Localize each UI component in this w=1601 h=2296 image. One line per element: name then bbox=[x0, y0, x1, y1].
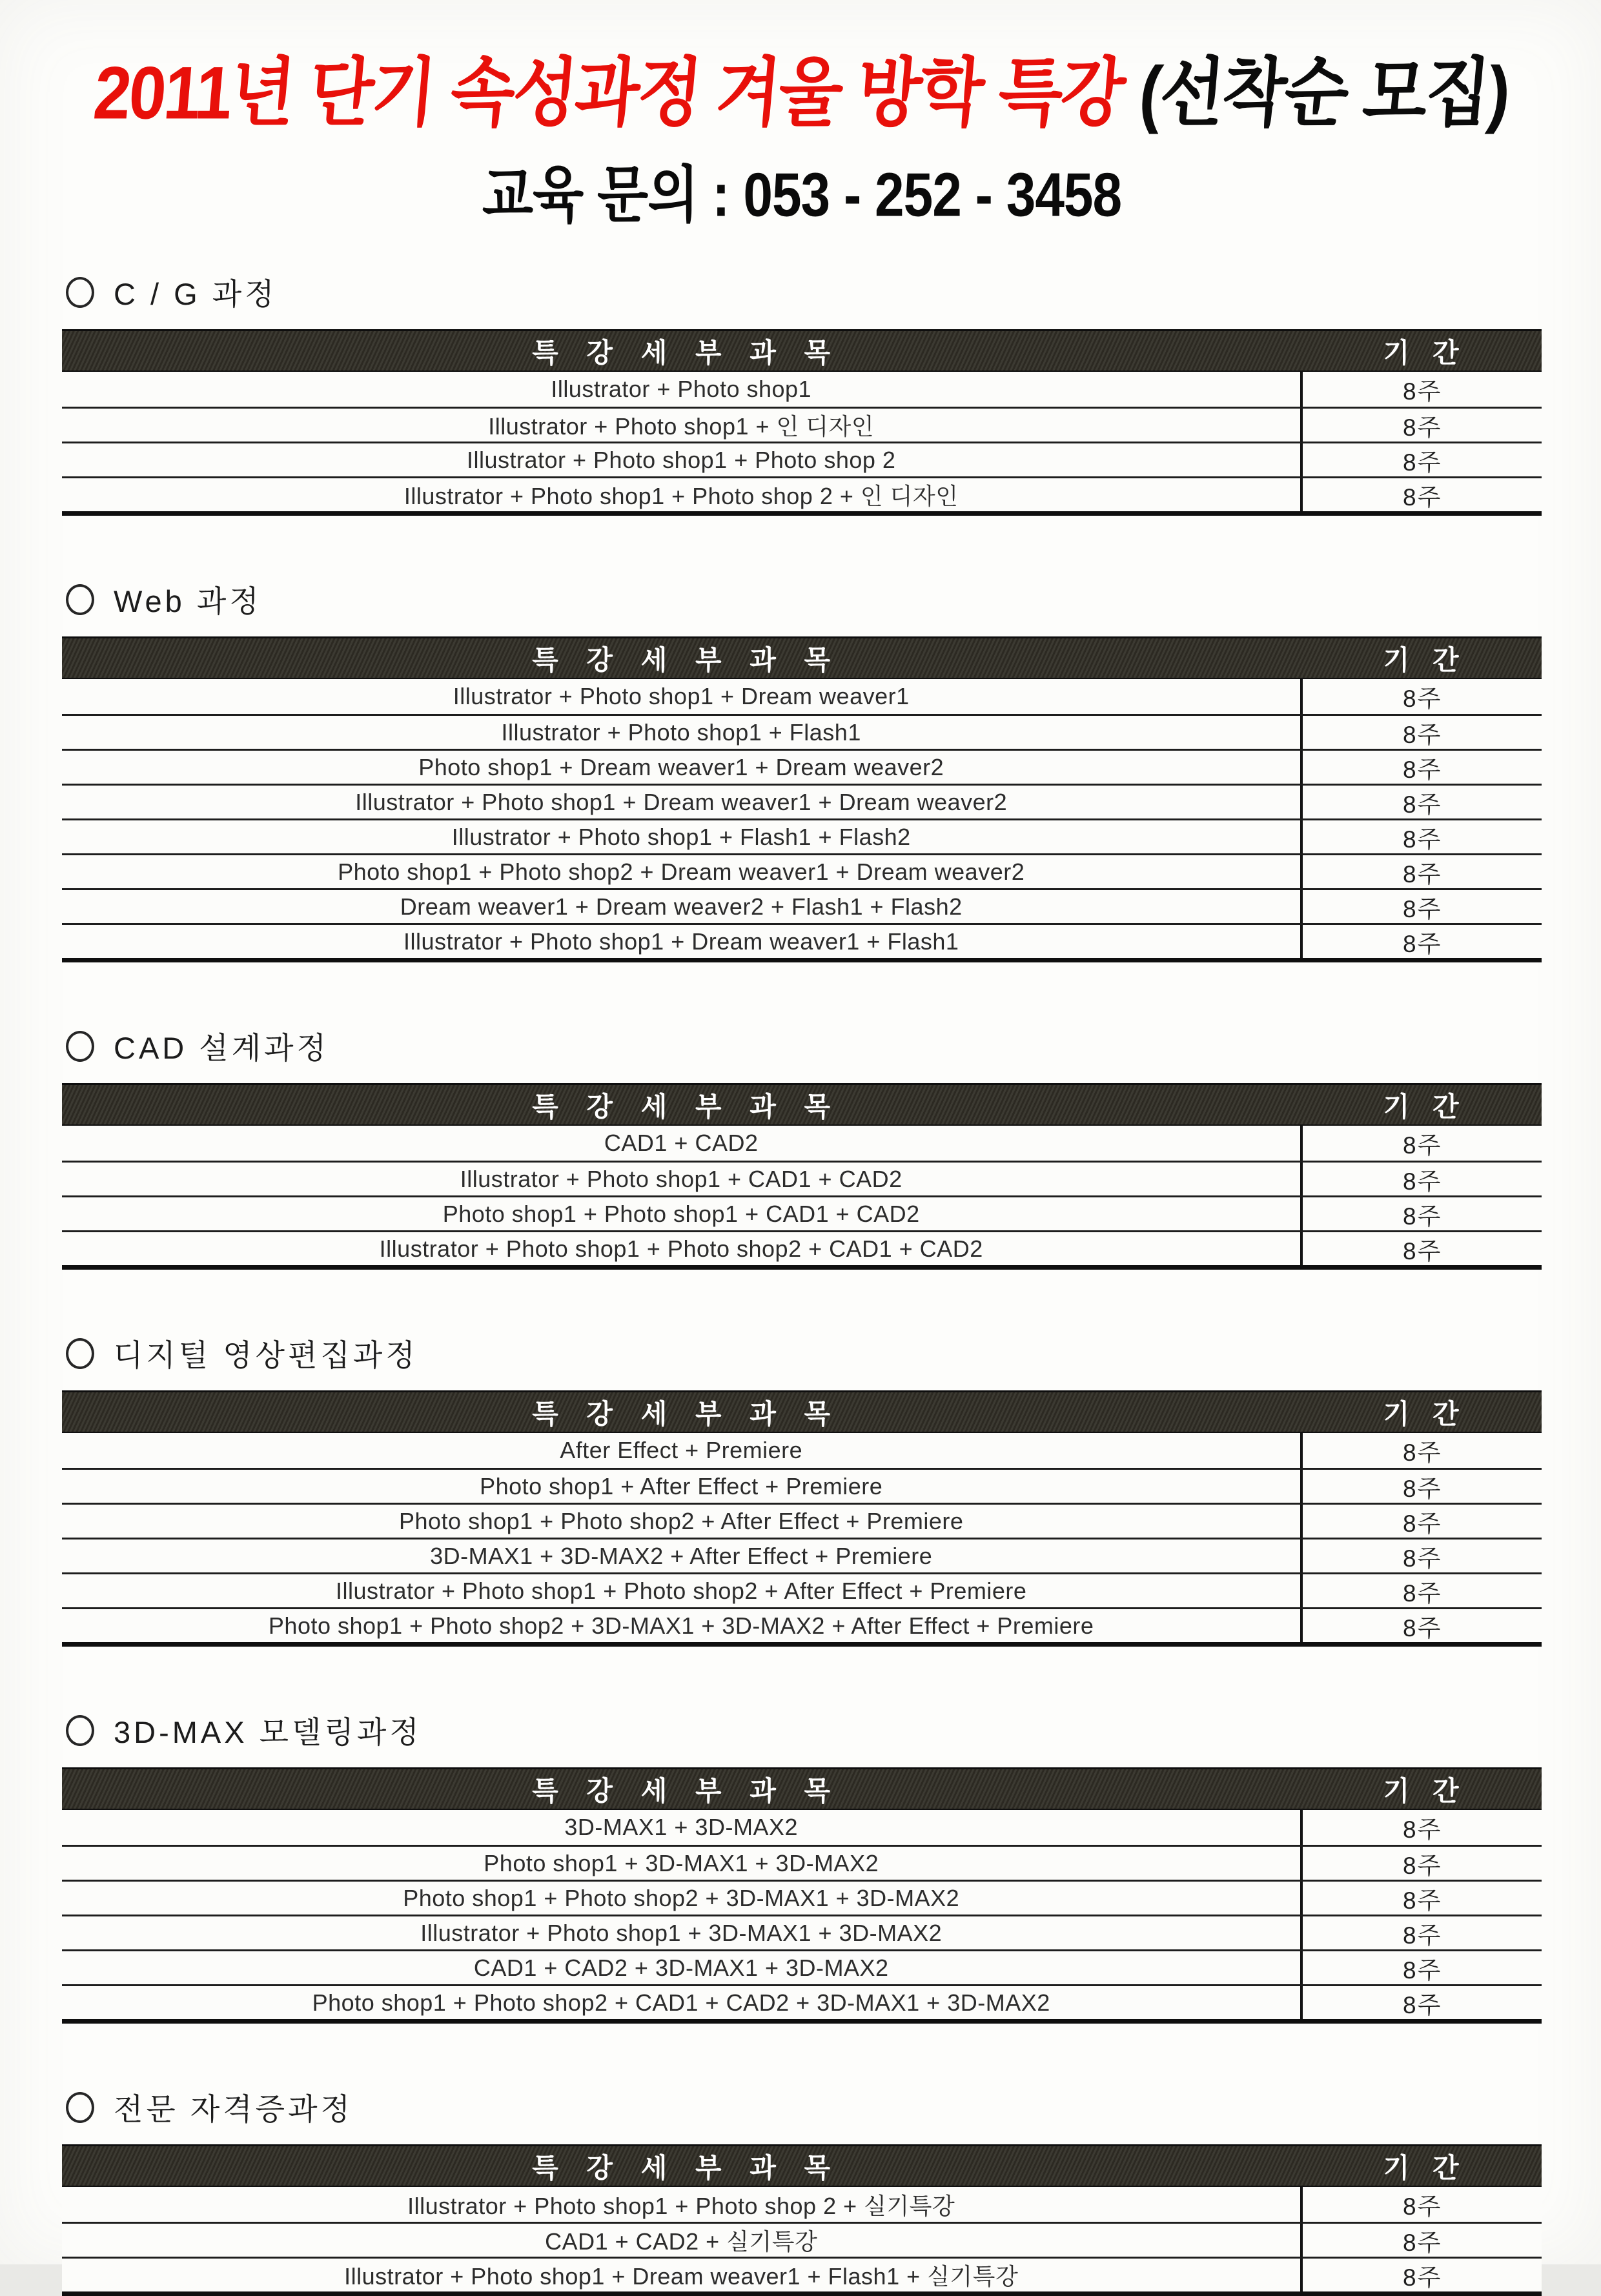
course-table bbox=[62, 1767, 1542, 2024]
row-period: 8주 bbox=[1300, 1539, 1542, 1572]
table-row bbox=[62, 476, 1542, 511]
course-table bbox=[62, 636, 1542, 962]
table-header-subject: 특 강 세 부 과 목 bbox=[532, 2152, 841, 2183]
circle-bullet-icon bbox=[66, 1338, 94, 1369]
row-period: 8주 bbox=[1300, 925, 1542, 958]
section-title bbox=[62, 1709, 1542, 1752]
row-subject: Photo shop1 + Photo shop2 + CAD1 + CAD2 + 3D-MAX1 + 3D-MAX2 bbox=[312, 1989, 1050, 2016]
section-title-label: CAD 설계과정 bbox=[114, 1031, 329, 1065]
table-header-period: 기 간 bbox=[1383, 2152, 1467, 2183]
section-title-label: 디지털 영상편집과정 bbox=[114, 1338, 418, 1372]
section-title bbox=[62, 270, 1542, 314]
table-row bbox=[62, 714, 1542, 749]
row-period: 8주 bbox=[1300, 2224, 1542, 2257]
table-body bbox=[62, 372, 1542, 511]
table-row bbox=[62, 1810, 1542, 1845]
row-subject: Illustrator + Photo shop1 + Dream weaver1 + Dream weaver2 bbox=[355, 788, 1008, 815]
row-subject: Illustrator + Photo shop1 + Photo shop 2 bbox=[466, 446, 896, 473]
row-period: 8주 bbox=[1300, 1197, 1542, 1230]
table-row bbox=[62, 749, 1542, 784]
row-subject: Photo shop1 + Photo shop2 + 3D-MAX1 + 3D-MAX2 + After Effect + Premiere bbox=[268, 1612, 1094, 1639]
table-header-row bbox=[62, 1390, 1542, 1433]
table-body bbox=[62, 1810, 1542, 2019]
circle-bullet-icon bbox=[66, 2092, 94, 2123]
row-period: 8주 bbox=[1300, 1232, 1542, 1265]
table-row bbox=[62, 407, 1542, 442]
table-header-subject: 특 강 세 부 과 목 bbox=[532, 1775, 841, 1806]
row-period: 8주 bbox=[1300, 1574, 1542, 1607]
circle-bullet-icon bbox=[66, 1715, 94, 1746]
table-row bbox=[62, 1230, 1542, 1265]
table-header-subject: 특 강 세 부 과 목 bbox=[532, 1398, 841, 1429]
section-title-label: 3D-MAX 모델링과정 bbox=[114, 1715, 422, 1749]
course-section bbox=[62, 270, 1542, 516]
row-period: 8주 bbox=[1300, 372, 1542, 407]
table-header-subject: 특 강 세 부 과 목 bbox=[532, 337, 841, 368]
row-subject: Dream weaver1 + Dream weaver2 + Flash1 + Flash2 bbox=[400, 893, 963, 920]
section-title-label: 전문 자격증과정 bbox=[114, 2092, 353, 2126]
row-subject: Illustrator + Photo shop1 + CAD1 + CAD2 bbox=[460, 1165, 902, 1192]
section-title bbox=[62, 1332, 1542, 1375]
table-row bbox=[62, 679, 1542, 714]
row-subject: Illustrator + Photo shop1 + Dream weaver1 + Flash1 bbox=[403, 928, 959, 955]
table-row bbox=[62, 1845, 1542, 1880]
table-header-period: 기 간 bbox=[1383, 337, 1467, 368]
page-title bbox=[57, 33, 1547, 140]
row-subject: Photo shop1 + Photo shop1 + CAD1 + CAD2 bbox=[442, 1200, 920, 1227]
row-subject: 3D-MAX1 + 3D-MAX2 bbox=[564, 1814, 798, 1840]
row-period: 8주 bbox=[1300, 1505, 1542, 1538]
table-row bbox=[62, 1984, 1542, 2019]
section-title bbox=[62, 2086, 1542, 2129]
row-subject: Illustrator + Photo shop1 + Dream weaver1 + Flash1 + 실기특강 bbox=[344, 2263, 1019, 2290]
row-subject: Illustrator + Photo shop1 + Photo shop 2 + 실기특강 bbox=[407, 2192, 955, 2219]
row-period: 8주 bbox=[1300, 478, 1542, 511]
course-table bbox=[62, 329, 1542, 516]
table-header-period: 기 간 bbox=[1383, 644, 1467, 675]
row-subject: Illustrator + Photo shop1 + Flash1 bbox=[501, 718, 861, 746]
contact-phone-line: 교육 문의 : 053 - 252 - 3458 bbox=[482, 161, 1122, 230]
course-table bbox=[62, 2144, 1542, 2296]
row-period: 8주 bbox=[1300, 2187, 1542, 2222]
table-row bbox=[62, 1126, 1542, 1161]
table-body bbox=[62, 1126, 1542, 1265]
sections-container bbox=[62, 270, 1542, 2296]
table-row bbox=[62, 1880, 1542, 1915]
row-subject: Photo shop1 + 3D-MAX1 + 3D-MAX2 bbox=[484, 1849, 879, 1876]
table-row bbox=[62, 853, 1542, 888]
table-row bbox=[62, 1468, 1542, 1503]
table-header-row bbox=[62, 2144, 1542, 2187]
row-period: 8주 bbox=[1300, 1810, 1542, 1845]
row-subject: Photo shop1 + Dream weaver1 + Dream weaver2 bbox=[418, 753, 944, 780]
table-row bbox=[62, 1915, 1542, 1949]
table-row bbox=[62, 1538, 1542, 1572]
table-header-subject: 특 강 세 부 과 목 bbox=[532, 644, 841, 675]
row-subject: Illustrator + Photo shop1 + Flash1 + Flash2 bbox=[451, 823, 911, 850]
row-period: 8주 bbox=[1300, 716, 1542, 749]
table-row bbox=[62, 923, 1542, 958]
row-subject: Illustrator + Photo shop1 + Dream weaver1 bbox=[453, 683, 910, 709]
row-period: 8주 bbox=[1300, 1882, 1542, 1915]
table-header-subject: 특 강 세 부 과 목 bbox=[532, 1091, 841, 1122]
table-header-row bbox=[62, 1083, 1542, 1126]
row-period: 8주 bbox=[1300, 786, 1542, 818]
table-row bbox=[62, 1607, 1542, 1642]
row-period: 8주 bbox=[1300, 1847, 1542, 1880]
table-row bbox=[62, 442, 1542, 476]
course-section bbox=[62, 1709, 1542, 2024]
row-period: 8주 bbox=[1300, 2259, 1542, 2291]
section-title-label: Web 과정 bbox=[114, 584, 262, 618]
course-section bbox=[62, 1332, 1542, 1647]
table-row bbox=[62, 1503, 1542, 1538]
table-row bbox=[62, 784, 1542, 818]
row-period: 8주 bbox=[1300, 890, 1542, 923]
table-body bbox=[62, 1433, 1542, 1642]
section-title-label: C / G 과정 bbox=[114, 277, 278, 311]
row-period: 8주 bbox=[1300, 820, 1542, 853]
table-row bbox=[62, 1195, 1542, 1230]
table-row bbox=[62, 818, 1542, 853]
section-title bbox=[62, 578, 1542, 621]
table-row bbox=[62, 2257, 1542, 2291]
row-subject: CAD1 + CAD2 + 실기특강 bbox=[545, 2228, 818, 2255]
row-subject: Illustrator + Photo shop1 + Photo shop2 + After Effect + Premiere bbox=[335, 1577, 1027, 1604]
table-header-row bbox=[62, 1767, 1542, 1810]
row-period: 8주 bbox=[1300, 855, 1542, 888]
row-subject: CAD1 + CAD2 bbox=[604, 1130, 759, 1156]
table-row bbox=[62, 1433, 1542, 1468]
row-period: 8주 bbox=[1300, 409, 1542, 442]
course-section bbox=[62, 1024, 1542, 1270]
row-subject: After Effect + Premiere bbox=[560, 1437, 803, 1463]
row-subject: CAD1 + CAD2 + 3D-MAX1 + 3D-MAX2 bbox=[473, 1954, 889, 1981]
row-subject: Illustrator + Photo shop1 + Photo shop 2 + 인 디자인 bbox=[403, 483, 959, 509]
row-subject: Photo shop1 + Photo shop2 + After Effect + Premiere bbox=[399, 1507, 964, 1534]
table-body bbox=[62, 2187, 1542, 2291]
table-header-row bbox=[62, 636, 1542, 679]
table-header-period: 기 간 bbox=[1383, 1398, 1467, 1429]
page-title-main: 2011년 단기 속성과정 겨울 방학 특강 bbox=[90, 51, 1144, 134]
circle-bullet-icon bbox=[66, 584, 94, 615]
row-period: 8주 bbox=[1300, 1916, 1542, 1949]
course-table bbox=[62, 1390, 1542, 1647]
row-subject: Illustrator + Photo shop1 + 3D-MAX1 + 3D-MAX2 bbox=[420, 1919, 943, 1946]
table-row bbox=[62, 1949, 1542, 1984]
circle-bullet-icon bbox=[66, 277, 94, 308]
row-subject: Illustrator + Photo shop1 + 인 디자인 bbox=[488, 413, 875, 440]
page-title-note: (선착순 모집) bbox=[1136, 51, 1512, 134]
table-row bbox=[62, 2222, 1542, 2257]
table-header-row bbox=[62, 329, 1542, 372]
row-subject: 3D-MAX1 + 3D-MAX2 + After Effect + Premiere bbox=[430, 1542, 933, 1569]
row-subject: Illustrator + Photo shop1 + Photo shop2 + CAD1 + CAD2 bbox=[379, 1235, 983, 1262]
row-subject: Illustrator + Photo shop1 bbox=[551, 376, 812, 402]
course-section bbox=[62, 578, 1542, 962]
row-period: 8주 bbox=[1300, 1951, 1542, 1984]
table-row bbox=[62, 1161, 1542, 1195]
table-row bbox=[62, 888, 1542, 923]
row-period: 8주 bbox=[1300, 1126, 1542, 1161]
row-period: 8주 bbox=[1300, 679, 1542, 714]
table-header-period: 기 간 bbox=[1383, 1091, 1467, 1122]
table-row bbox=[62, 1572, 1542, 1607]
course-section bbox=[62, 2086, 1542, 2296]
row-period: 8주 bbox=[1300, 1609, 1542, 1642]
table-row bbox=[62, 372, 1542, 407]
row-subject: Photo shop1 + Photo shop2 + 3D-MAX1 + 3D-MAX2 bbox=[403, 1884, 960, 1911]
circle-bullet-icon bbox=[66, 1031, 94, 1062]
row-subject: Photo shop1 + Photo shop2 + Dream weaver1 + Dream weaver2 bbox=[338, 858, 1025, 885]
row-period: 8주 bbox=[1300, 1986, 1542, 2019]
table-row bbox=[62, 2187, 1542, 2222]
table-header-period: 기 간 bbox=[1383, 1775, 1467, 1806]
row-period: 8주 bbox=[1300, 1470, 1542, 1503]
row-subject: Photo shop1 + After Effect + Premiere bbox=[480, 1472, 883, 1499]
row-period: 8주 bbox=[1300, 1163, 1542, 1195]
table-body bbox=[62, 679, 1542, 958]
row-period: 8주 bbox=[1300, 1433, 1542, 1468]
row-period: 8주 bbox=[1300, 751, 1542, 784]
course-table bbox=[62, 1083, 1542, 1270]
row-period: 8주 bbox=[1300, 443, 1542, 476]
section-title bbox=[62, 1024, 1542, 1068]
